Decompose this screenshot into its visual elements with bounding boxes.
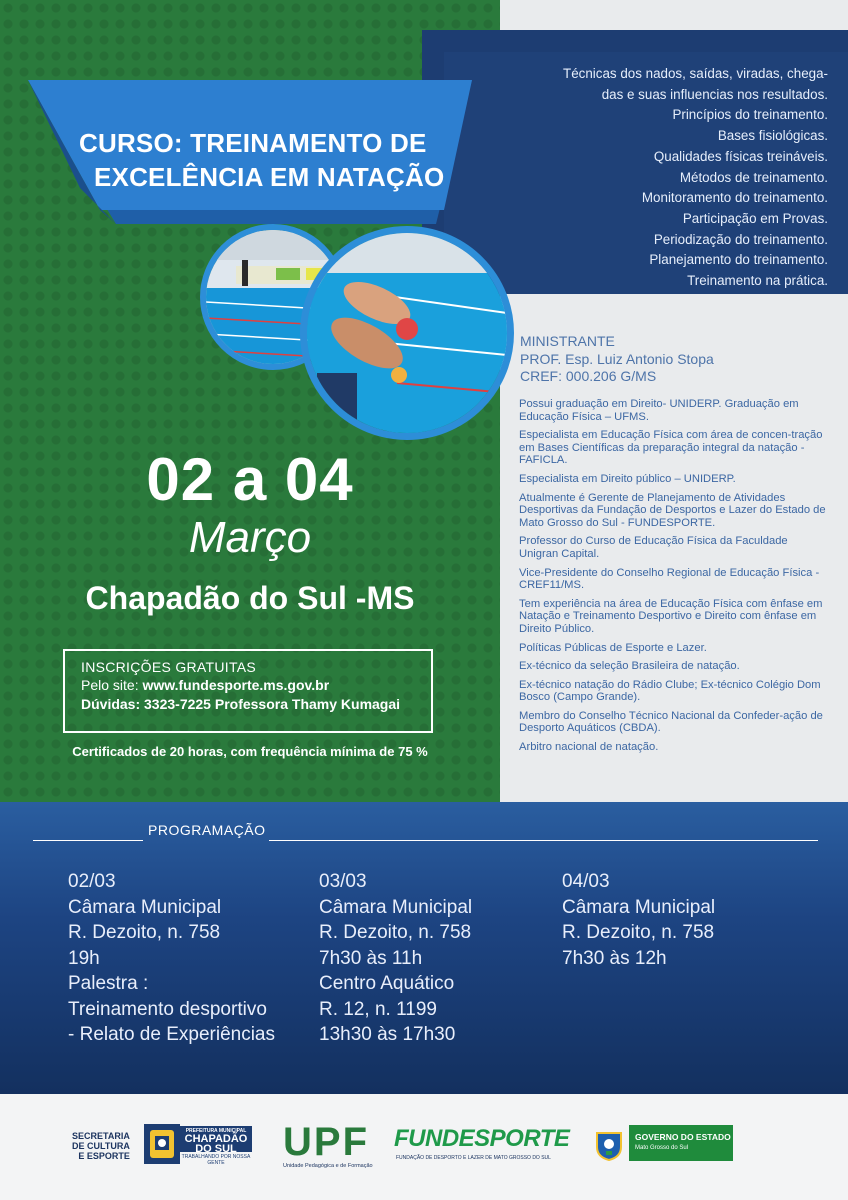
topic-item: das e suas influencias nos resultados. [601, 86, 828, 102]
schedule-line: Câmara Municipal [68, 896, 222, 918]
schedule-line: R. 12, n. 1199 [319, 998, 437, 1020]
topic-item: Bases fisiológicas. [717, 128, 828, 144]
ministrante-bio [519, 398, 829, 760]
schedule-line: Treinamento desportivo [68, 998, 267, 1020]
title-line-1: CURSO: TREINAMENTO DE [79, 128, 427, 158]
schedule-line: 7h30 às 12h [562, 947, 667, 969]
schedule-day-1 [68, 869, 275, 1048]
chapadao-slogan: TRABALHANDO POR NOSSA GENTE [181, 1154, 251, 1166]
schedule-line: 03/03 [319, 871, 367, 892]
topic-item: Monitoramento do treinamento. [641, 190, 828, 206]
chapadao-name-line: DO SUL [195, 1143, 237, 1155]
schedule-line: 13h30 às 17h30 [319, 1024, 456, 1045]
title-line-2: EXCELÊNCIA EM NATAÇÃO [94, 162, 445, 192]
inscricoes-duvidas: Dúvidas: 3323-7225 Professora Thamy Kumagai [81, 696, 401, 712]
chapadao-name [180, 1134, 252, 1154]
secretaria-logo-text [72, 1131, 130, 1161]
chapadao-name-line: CHAPADÃO [184, 1133, 248, 1145]
event-dates: 02 a 04 [146, 446, 354, 513]
upf-letter: UPF [283, 1120, 369, 1164]
schedule-line: R. Dezoito, n. 758 [562, 922, 715, 943]
schedule-line: Câmara Municipal [562, 896, 716, 918]
chapadao-logo [144, 1124, 252, 1164]
chapadao-name-box [180, 1126, 252, 1155]
schedule-line: Câmara Municipal [319, 896, 473, 918]
schedule-line: - Relato de Experiências [68, 1024, 275, 1045]
governo-title: GOVERNO DO ESTADO [635, 1132, 731, 1142]
ministrante-block [520, 333, 714, 386]
swimmers-on-blocks-photo [300, 226, 514, 440]
site-prefix: Pelo site: [81, 677, 143, 693]
ministrante-name: PROF. Esp. Luiz Antonio Stopa [520, 350, 714, 367]
bio-item: Professor do Curso de Educação Física da Faculdade Unigran Capital. [519, 535, 788, 560]
governo-subtitle: Mato Grosso do Sul [635, 1145, 689, 1151]
bio-item: Possui graduação em Direito- UNIDERP. Graduação em Educação Física – UFMS. [519, 398, 799, 423]
schedule-line: R. Dezoito, n. 758 [68, 922, 221, 943]
topic-item: Treinamento na prática. [687, 273, 828, 289]
bio-item: Membro do Conselho Técnico Nacional da Confeder-ação de Desporto Aquáticos (CBDA). [519, 709, 823, 735]
governo-logo [595, 1125, 739, 1163]
bio-item: Especialista em Educação Física com área de concen-tração em Bases Científicas da preparação integral da natação - FAFICLA. [519, 429, 823, 467]
secretaria-line: E ESPORTE [78, 1151, 130, 1161]
site-link[interactable]: www.fundesporte.ms.gov.br [142, 677, 330, 693]
inscricoes-site-line [81, 677, 415, 693]
certificados-note: Certificados de 20 horas, com frequência mínima de 75 % [72, 744, 428, 759]
upf-logo [283, 1120, 373, 1170]
ministrante-label: MINISTRANTE [520, 333, 615, 349]
programacao-rule-right [269, 840, 818, 841]
topic-item: Técnicas dos nados, saídas, viradas, chega- [563, 66, 828, 81]
municipal-badge-icon [144, 1124, 180, 1164]
schedule-line: 19h [68, 947, 100, 969]
schedule-line: 04/03 [562, 871, 610, 892]
ministrante-cref: CREF: 000.206 G/MS [520, 368, 657, 384]
secretaria-line: SECRETARIA [72, 1131, 130, 1141]
event-city: Chapadão do Sul -MS [85, 580, 415, 616]
chapadao-prefeitura: PREFEITURA MUNICIPAL [185, 1128, 247, 1134]
programacao-rule-left [33, 840, 143, 841]
bio-item: Tem experiência na área de Educação Física com ênfase em Natação e Treinamento Desportivo e Direito com ênfase em Direito Público. [519, 597, 823, 635]
bio-item: Arbitro nacional de natação. [519, 741, 659, 754]
topic-item: Qualidades físicas treináveis. [653, 148, 828, 164]
topic-item: Métodos de treinamento. [679, 169, 828, 185]
schedule-day-3 [562, 869, 715, 971]
schedule-line: R. Dezoito, n. 758 [319, 922, 472, 943]
fundesporte-wordmark: FUNDESPORTE [394, 1125, 570, 1152]
topic-item: Planejamento do treinamento. [649, 252, 828, 268]
bio-item: Políticas Públicas de Esporte e Lazer. [519, 641, 707, 654]
upf-subtitle: Unidade Pedagógica e de Formação [283, 1163, 373, 1169]
event-month: Março [188, 513, 312, 562]
topics-list [520, 64, 828, 292]
topic-item: Periodização do treinamento. [653, 231, 828, 247]
topic-item: Participação em Provas. [682, 210, 828, 226]
bio-item: Atualmente é Gerente de Planejamento de Atividades Desportivas da Fundação de Desportos e Lazer do Estado de Mato Grosso do Sul - FUNDESPORTE. [519, 491, 826, 529]
governo-box [629, 1125, 733, 1161]
bio-item: Especialista em Direito público – UNIDERP. [519, 472, 736, 485]
inscricoes-box [63, 649, 433, 733]
upf-wordmark [283, 1120, 369, 1165]
inscricoes-title: INSCRIÇÕES GRATUITAS [81, 659, 257, 675]
schedule-line: 7h30 às 11h [319, 947, 423, 969]
secretaria-line: DE CULTURA [72, 1141, 130, 1151]
topic-item: Princípios do treinamento. [672, 107, 828, 123]
fundesporte-logo [394, 1125, 570, 1170]
fundesporte-subtitle: FUNDAÇÃO DE DESPORTO E LAZER DE MATO GROSSO DO SUL [396, 1155, 551, 1161]
state-crest-icon [595, 1129, 623, 1161]
bio-item: Ex-técnico natação do Rádio Clube; Ex-técnico Colégio Dom Bosco (Campo Grande). [519, 678, 821, 704]
schedule-line: 02/03 [68, 871, 116, 892]
schedule-line: Centro Aquático [319, 973, 455, 994]
programacao-label: PROGRAMAÇÃO [148, 822, 266, 838]
bio-item: Vice-Presidente do Conselho Regional de Educação Física - CREF11/MS. [519, 566, 820, 592]
schedule-day-2 [319, 869, 472, 1048]
schedule-line: Palestra : [68, 973, 149, 994]
bio-item: Ex-técnico da seleção Brasileira de natação. [519, 660, 740, 673]
